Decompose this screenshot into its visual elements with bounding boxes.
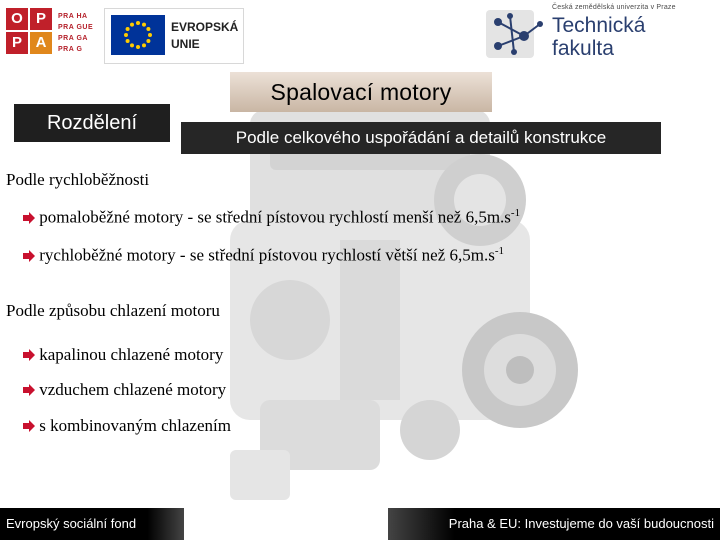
list-item-text: vzduchem chlazené motory — [39, 380, 227, 399]
faculty-name: Technická — [552, 14, 646, 37]
superscript: -1 — [494, 245, 505, 257]
oppa-caption-line: PRA GUE — [58, 24, 94, 31]
network-logo-icon — [484, 6, 546, 62]
footer-left-text: Evropský sociální fond — [0, 508, 184, 540]
footer — [0, 508, 720, 540]
eu-flag-icon — [111, 15, 165, 55]
group-heading: Podle rychloběžnosti — [6, 170, 150, 189]
oppa-caption-line: PRA G — [58, 46, 83, 53]
oppa-letter: O — [6, 8, 28, 30]
oppa-logo — [6, 8, 102, 56]
oppa-letter: P — [6, 32, 28, 54]
arrow-bullet-icon — [23, 250, 35, 262]
slide-subtitle: Podle celkového uspořádání a detailů konstrukce — [181, 122, 661, 154]
list-item-text: s kombinovaným chlazením — [39, 416, 231, 435]
oppa-caption-line: PRA GA — [58, 35, 88, 42]
group-heading: Podle způsobu chlazení motoru — [6, 301, 220, 320]
eu-logo — [104, 8, 244, 64]
list-item — [23, 245, 504, 266]
arrow-bullet-icon — [23, 349, 35, 361]
slide-title: Spalovací motory — [230, 72, 492, 112]
oppa-caption — [58, 11, 102, 55]
arrow-bullet-icon — [23, 420, 35, 432]
list-item-text: pomaloběžné motory - se střední pístovou rychlostí menší než 6,5m.s — [39, 207, 511, 227]
footer-right-text: Praha & EU: Investujeme do vaší budoucnosti — [388, 508, 720, 540]
list-item-text: kapalinou chlazené motory — [39, 345, 224, 364]
oppa-caption-line: PRA HA — [58, 13, 88, 20]
faculty-name: fakulta — [552, 37, 614, 60]
list-item — [23, 380, 226, 400]
oppa-letter: A — [30, 32, 52, 54]
list-item — [23, 345, 223, 365]
section-label: Rozdělení — [14, 104, 170, 142]
list-item-text: rychloběžné motory - se střední pístovou rychlostí větší než 6,5m.s — [39, 245, 495, 265]
superscript: -1 — [510, 207, 521, 219]
list-item — [23, 416, 231, 436]
arrow-bullet-icon — [23, 212, 35, 224]
list-item — [23, 207, 520, 228]
technicka-fakulta-logo — [472, 0, 720, 66]
oppa-letter: P — [30, 8, 52, 30]
university-name: Česká zemědělská univerzita v Praze — [552, 4, 676, 11]
arrow-bullet-icon — [23, 384, 35, 396]
eu-label: EVROPSKÁ — [171, 20, 239, 34]
eu-label: UNIE — [171, 37, 200, 51]
